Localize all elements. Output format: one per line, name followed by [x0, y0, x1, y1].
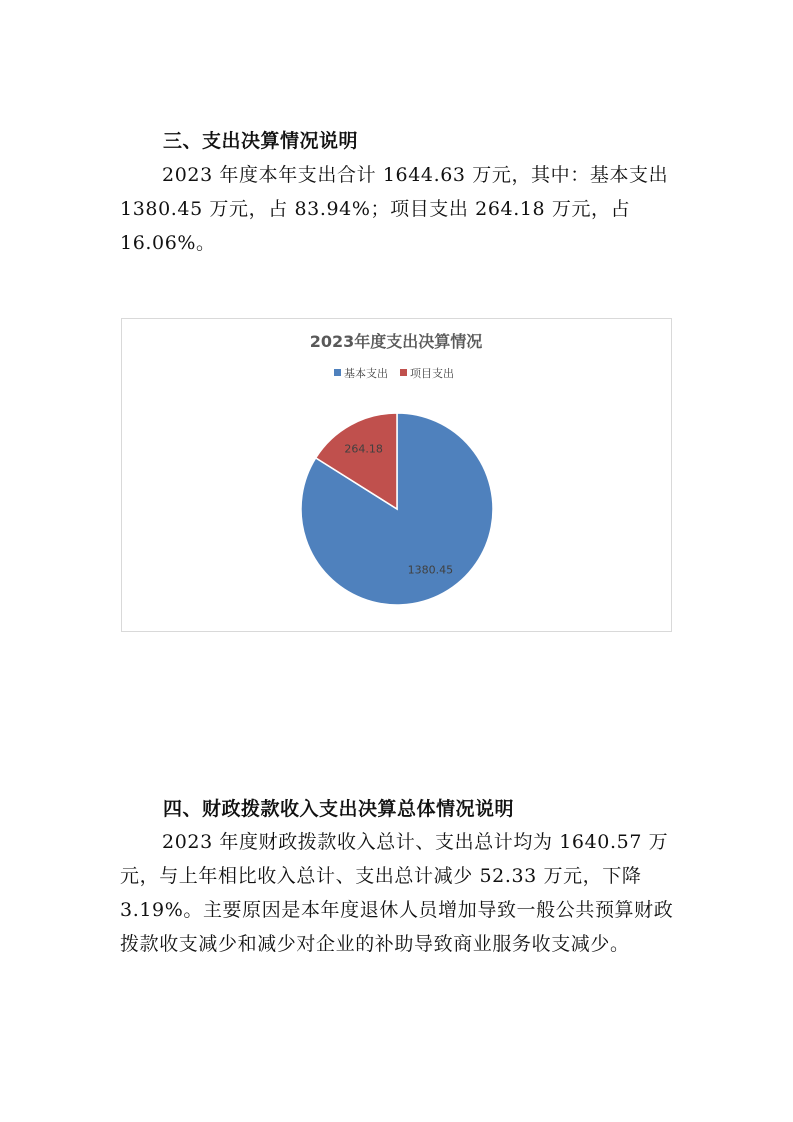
pie-data-label-2: 264.18 [344, 442, 383, 456]
legend-label-2: 项目支出 [410, 367, 454, 380]
chart-title: 2023年度支出决算情况 [309, 332, 483, 351]
legend-label-1: 基本支出 [344, 367, 388, 380]
chart-svg [122, 319, 671, 631]
section3-paragraph: 2023 年度本年支出合计 1644.63 万元，其中：基本支出 1380.45 万元，占 83.94%；项目支出 264.18 万元，占 16.06%。 [120, 164, 669, 254]
pie-slices [301, 413, 493, 605]
chart-legend [334, 366, 454, 380]
legend-swatch-1 [334, 369, 341, 376]
pie-data-label-1: 1380.45 [407, 563, 454, 577]
section4-heading: 四、财政拨款收入支出决算总体情况说明 [163, 798, 515, 820]
section3-heading: 三、支出决算情况说明 [163, 130, 359, 152]
legend-swatch-2 [400, 369, 407, 376]
section4-paragraph: 2023 年度财政拨款收入总计、支出总计均为 1640.57 万元，与上年相比收入总计、支出总计减少 52.33 万元，下降 3.19%。主要原因是本年度退休人员增加导致一般公共预算财政拨款收支减少和减少对企业的补助导致商业服务收支减少。 [120, 831, 674, 955]
expenditure-pie-chart [121, 318, 672, 632]
